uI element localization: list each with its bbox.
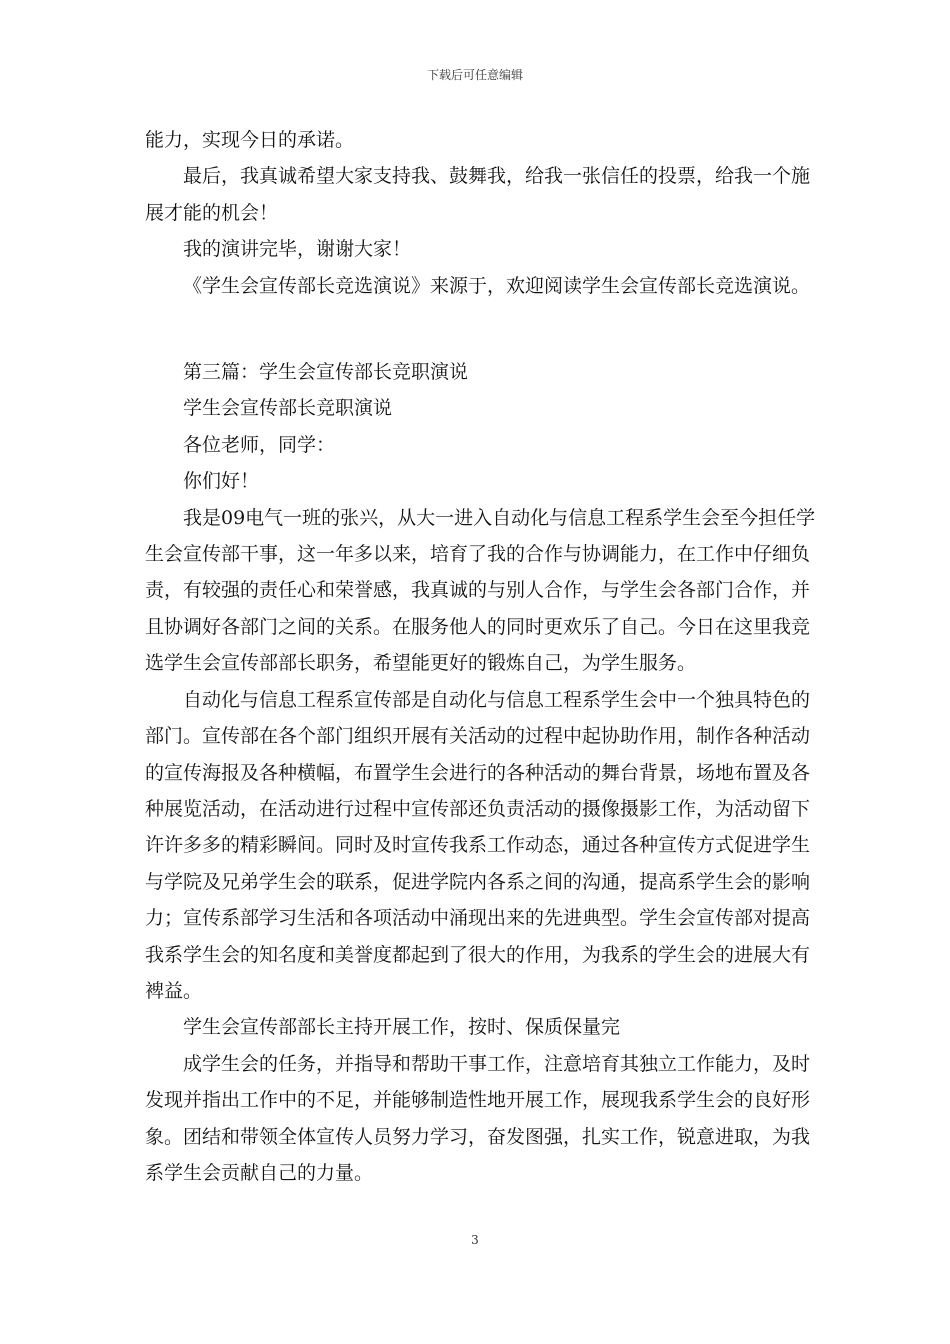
page-header: 下载后可任意编辑 — [426, 68, 523, 82]
paragraph-department-description: 自动化与信息工程系宣传部是自动化与信息工程系学生会中一个独具特色的部门。宣传部在各个部门组织开展有关活动的过程中起协助作用，制作各种活动的宣传海报及各种横幅，布置学生会进行的各种活动的舞台背景，场地布置及各种展览活动，在活动进行过程中宣传部还负责活动的摄像摄影工作，为活动留下许许多多的精彩瞬间。同时及时宣传我系工作动态，通过各种宣传方式促进学生与学院及兄弟学生会的联系，促进学院内各系之间的沟通，提高系学生会的影响力；宣传系部学习生活和各项活动中涌现出来的先进典型。学生会宣传部对提高我系学生会的知名度和美誉度都起到了很大的作用，为我系的学生会的进展大有裨益。 — [145, 688, 811, 1002]
paragraph-duties-start: 学生会宣传部部长主持开展工作，按时、保质保量完 — [183, 1016, 621, 1039]
paragraph-duties-continued: 成学生会的任务，并指导和帮助干事工作，注意培育其独立工作能力，及时发现并指出工作中的不足，并能够制造性地开展工作，展现我系学生会的良好形象。团结和带领全体宣传人员努力学习，奋发图强，扎实工作，锐意进取，为我系学生会贡献自己的力量。 — [145, 1052, 811, 1184]
document-body — [145, 122, 825, 1191]
salutation: 各位老师，同学： — [183, 433, 336, 456]
paragraph-closing-request: 最后，我真诚希望大家支持我、鼓舞我，给我一张信任的投票，给我一个施展才能的机会！ — [145, 165, 811, 224]
paragraph-introduction: 我是09电气一班的张兴，从大一进入自动化与信息工程系学生会至今担任学生会宣传部干事，这一年多以来，培育了我的合作与协调能力，在工作中仔细负责，有较强的责任心和荣誉感，我真诚的与别人合作，与学生会各部门合作，并且协调好各部门之间的关系。在服务他人的同时更欢乐了自己。今日在这里我竞选学生会宣传部部长职务，希望能更好的锻炼自己，为学生服务。 — [145, 506, 816, 675]
paragraph-source-note: 《学生会宣传部长竞选演说》来源于，欢迎阅读学生会宣传部长竞选演说。 — [183, 274, 811, 297]
greeting: 你们好！ — [183, 470, 260, 493]
speech-title: 学生会宣传部长竞职演说 — [183, 397, 393, 420]
paragraph-continuation: 能力，实现今日的承诺。 — [145, 129, 355, 151]
page-number: 3 — [471, 1233, 479, 1247]
section-gap — [145, 304, 825, 354]
paragraph-thanks: 我的演讲完毕，谢谢大家！ — [183, 238, 412, 261]
section-heading: 第三篇：学生会宣传部长竞职演说 — [183, 361, 469, 384]
